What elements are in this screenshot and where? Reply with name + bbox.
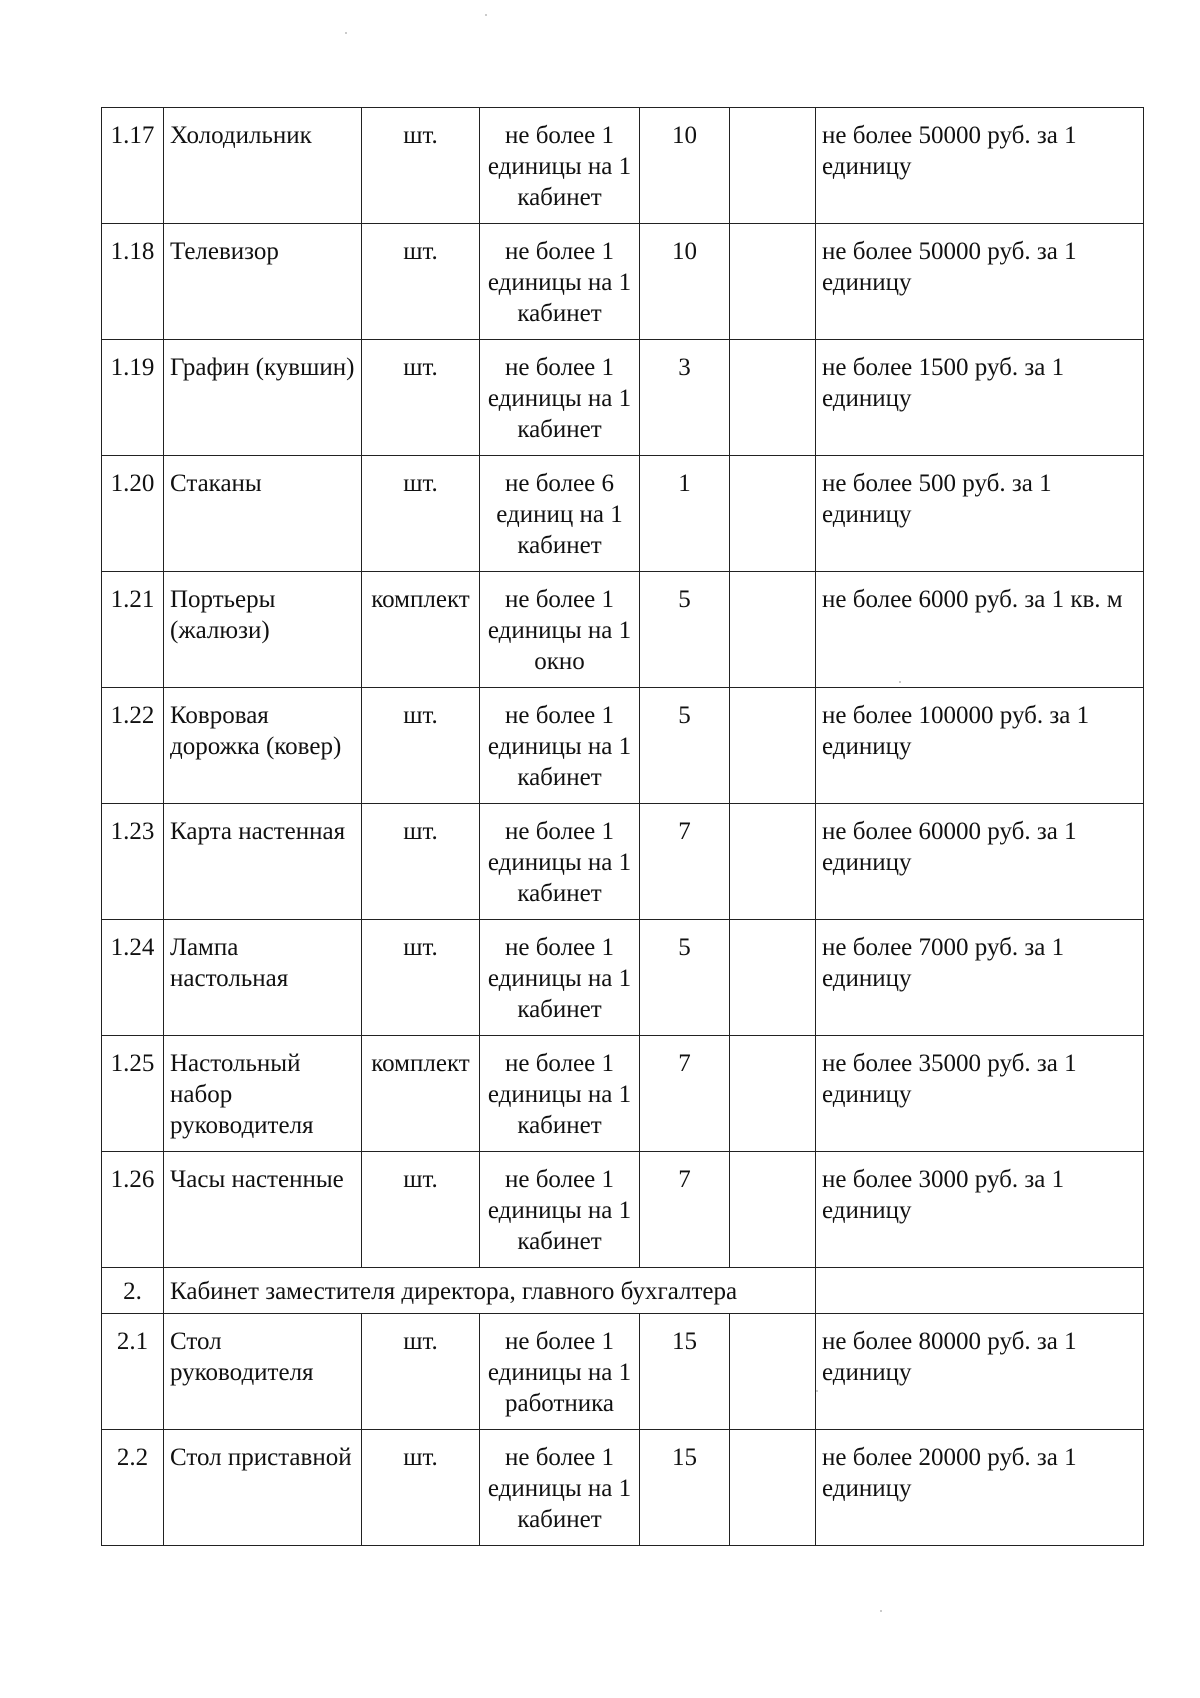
price-limit-cell: [816, 688, 1144, 804]
quantity-norm-cell: [480, 688, 640, 804]
empty-cell: [730, 1430, 816, 1546]
scan-speck: [485, 14, 487, 16]
item-name-cell-text: Ковровая дорожка (ковер): [170, 702, 342, 760]
unit-cell-text: комплект: [371, 1050, 470, 1077]
unit-cell: [362, 340, 480, 456]
quantity-norm-cell: [480, 108, 640, 224]
item-name-cell: [164, 1152, 362, 1268]
table-row: [102, 108, 1144, 224]
price-limit-cell: [816, 108, 1144, 224]
quantity-norm-cell-text: не более 1 единицы на 1 кабинет: [487, 702, 632, 791]
item-name-cell: [164, 108, 362, 224]
unit-cell: [362, 224, 480, 340]
unit-cell: [362, 1314, 480, 1430]
section-title-cell-text: Кабинет заместителя директора, главного бухгалтера: [170, 1278, 738, 1305]
quantity-norm-cell: [480, 1314, 640, 1430]
item-number-cell: [102, 340, 164, 456]
unit-cell-text: шт.: [403, 470, 438, 497]
service-life-cell-text: 5: [678, 586, 691, 613]
item-number-cell-text: 1.20: [110, 470, 155, 497]
price-limit-cell: [816, 456, 1144, 572]
quantity-norm-cell: [480, 1430, 640, 1546]
item-number-cell-text: 1.21: [110, 586, 155, 613]
item-name-cell-text: Карта настенная: [170, 818, 346, 845]
price-limit-cell-text: не более 7000 руб. за 1 единицу: [822, 934, 1065, 992]
service-life-cell: [640, 920, 730, 1036]
item-name-cell-text: Портьеры (жалюзи): [170, 586, 276, 644]
unit-cell-text: шт.: [403, 1166, 438, 1193]
item-name-cell-text: Лампа настольная: [170, 934, 289, 992]
item-name-cell-text: Стаканы: [170, 470, 262, 497]
service-life-cell-text: 7: [678, 1166, 691, 1193]
section-number-cell-text: 2.: [123, 1278, 142, 1305]
price-limit-cell-text: не более 3000 руб. за 1 единицу: [822, 1166, 1065, 1224]
price-limit-cell-text: не более 500 руб. за 1 единицу: [822, 470, 1052, 528]
service-life-cell-text: 5: [678, 702, 691, 729]
empty-cell: [730, 688, 816, 804]
price-limit-cell: [816, 1430, 1144, 1546]
unit-cell-text: комплект: [371, 586, 470, 613]
table-row: [102, 804, 1144, 920]
unit-cell: [362, 572, 480, 688]
item-name-cell-text: Настольный набор руководителя: [170, 1050, 314, 1139]
quantity-norm-cell-text: не более 1 единицы на 1 кабинет: [487, 818, 632, 907]
service-life-cell: [640, 224, 730, 340]
item-name-cell: [164, 1314, 362, 1430]
table-row: [102, 1430, 1144, 1546]
service-life-cell: [640, 572, 730, 688]
empty-cell: [730, 1314, 816, 1430]
item-name-cell-text: Часы настенные: [170, 1166, 344, 1193]
unit-cell: [362, 1430, 480, 1546]
item-number-cell: [102, 804, 164, 920]
item-number-cell-text: 1.25: [110, 1050, 155, 1077]
quantity-norm-cell-text: не более 1 единицы на 1 кабинет: [487, 934, 632, 1023]
item-name-cell: [164, 804, 362, 920]
empty-cell: [730, 920, 816, 1036]
table-row: [102, 920, 1144, 1036]
service-life-cell: [640, 1036, 730, 1152]
empty-cell: [730, 456, 816, 572]
unit-cell: [362, 456, 480, 572]
unit-cell: [362, 688, 480, 804]
item-name-cell: [164, 224, 362, 340]
quantity-norm-cell: [480, 572, 640, 688]
unit-cell: [362, 1036, 480, 1152]
quantity-norm-cell: [480, 1152, 640, 1268]
quantity-norm-cell-text: не более 1 единицы на 1 работника: [487, 1328, 632, 1417]
price-limit-cell-text: не более 1500 руб. за 1 единицу: [822, 354, 1065, 412]
unit-cell-text: шт.: [403, 818, 438, 845]
item-number-cell-text: 1.24: [110, 934, 155, 961]
service-life-cell-text: 7: [678, 1050, 691, 1077]
service-life-cell: [640, 1314, 730, 1430]
quantity-norm-cell: [480, 340, 640, 456]
price-limit-cell-text: не более 20000 руб. за 1 единицу: [822, 1444, 1077, 1502]
service-life-cell: [640, 108, 730, 224]
quantity-norm-cell-text: не более 6 единиц на 1 кабинет: [496, 470, 623, 559]
item-number-cell: [102, 1314, 164, 1430]
service-life-cell-text: 3: [678, 354, 691, 381]
service-life-cell: [640, 1430, 730, 1546]
empty-cell: [730, 1036, 816, 1152]
quantity-norm-cell-text: не более 1 единицы на 1 кабинет: [487, 354, 632, 443]
unit-cell: [362, 1152, 480, 1268]
service-life-cell-text: 15: [672, 1328, 697, 1355]
empty-cell: [730, 1152, 816, 1268]
item-name-cell: [164, 1430, 362, 1546]
scan-speck: [880, 1610, 882, 1612]
empty-cell: [730, 224, 816, 340]
unit-cell-text: шт.: [403, 122, 438, 149]
empty-cell: [730, 108, 816, 224]
scan-speck: [899, 681, 901, 683]
quantity-norm-cell: [480, 456, 640, 572]
service-life-cell: [640, 688, 730, 804]
quantity-norm-cell: [480, 804, 640, 920]
quantity-norm-cell-text: не более 1 единицы на 1 окно: [487, 586, 632, 675]
norms-table: [101, 107, 1144, 1546]
scan-speck: [816, 1390, 818, 1392]
item-number-cell-text: 2.1: [116, 1328, 149, 1355]
item-name-cell: [164, 340, 362, 456]
unit-cell-text: шт.: [403, 1444, 438, 1471]
section-price-cell: [816, 1268, 1144, 1314]
item-number-cell: [102, 1152, 164, 1268]
item-number-cell: [102, 572, 164, 688]
item-number-cell-text: 1.18: [110, 238, 155, 265]
service-life-cell-text: 7: [678, 818, 691, 845]
unit-cell: [362, 804, 480, 920]
quantity-norm-cell: [480, 920, 640, 1036]
item-name-cell: [164, 456, 362, 572]
service-life-cell-text: 10: [672, 122, 697, 149]
table-row: [102, 572, 1144, 688]
price-limit-cell-text: не более 50000 руб. за 1 единицу: [822, 122, 1077, 180]
item-number-cell: [102, 1430, 164, 1546]
service-life-cell-text: 1: [678, 470, 691, 497]
service-life-cell-text: 5: [678, 934, 691, 961]
item-number-cell-text: 2.2: [116, 1444, 149, 1471]
section-row: [102, 1268, 1144, 1314]
unit-cell-text: шт.: [403, 934, 438, 961]
item-number-cell: [102, 920, 164, 1036]
price-limit-cell: [816, 1152, 1144, 1268]
price-limit-cell: [816, 804, 1144, 920]
table-row: [102, 1314, 1144, 1430]
quantity-norm-cell-text: не более 1 единицы на 1 кабинет: [487, 1444, 632, 1533]
item-name-cell: [164, 1036, 362, 1152]
price-limit-cell-text: не более 80000 руб. за 1 единицу: [822, 1328, 1077, 1386]
item-name-cell-text: Телевизор: [170, 238, 279, 265]
item-number-cell: [102, 688, 164, 804]
quantity-norm-cell: [480, 224, 640, 340]
price-limit-cell: [816, 572, 1144, 688]
service-life-cell: [640, 804, 730, 920]
price-limit-cell: [816, 224, 1144, 340]
item-name-cell-text: Стол приставной: [170, 1444, 352, 1471]
section-number-cell: [102, 1268, 164, 1314]
quantity-norm-cell-text: не более 1 единицы на 1 кабинет: [487, 122, 632, 211]
item-number-cell-text: 1.22: [110, 702, 155, 729]
section-title-cell: [164, 1268, 816, 1314]
unit-cell-text: шт.: [403, 702, 438, 729]
price-limit-cell: [816, 340, 1144, 456]
item-number-cell-text: 1.17: [110, 122, 155, 149]
table-row: [102, 224, 1144, 340]
price-limit-cell: [816, 1314, 1144, 1430]
price-limit-cell-text: не более 50000 руб. за 1 единицу: [822, 238, 1077, 296]
item-number-cell: [102, 108, 164, 224]
table-row: [102, 1152, 1144, 1268]
service-life-cell-text: 15: [672, 1444, 697, 1471]
quantity-norm-cell-text: не более 1 единицы на 1 кабинет: [487, 238, 632, 327]
norms-table-body: [102, 108, 1144, 1546]
item-name-cell-text: Холодильник: [170, 122, 312, 149]
unit-cell-text: шт.: [403, 354, 438, 381]
empty-cell: [730, 804, 816, 920]
service-life-cell-text: 10: [672, 238, 697, 265]
table-row: [102, 688, 1144, 804]
service-life-cell: [640, 1152, 730, 1268]
price-limit-cell-text: не более 6000 руб. за 1 кв. м: [822, 586, 1123, 613]
price-limit-cell: [816, 920, 1144, 1036]
price-limit-cell: [816, 1036, 1144, 1152]
item-name-cell: [164, 572, 362, 688]
quantity-norm-cell-text: не более 1 единицы на 1 кабинет: [487, 1050, 632, 1139]
table-row: [102, 456, 1144, 572]
unit-cell-text: шт.: [403, 238, 438, 265]
unit-cell-text: шт.: [403, 1328, 438, 1355]
item-number-cell-text: 1.23: [110, 818, 155, 845]
unit-cell: [362, 920, 480, 1036]
item-name-cell-text: Графин (кувшин): [170, 354, 355, 381]
quantity-norm-cell-text: не более 1 единицы на 1 кабинет: [487, 1166, 632, 1255]
service-life-cell: [640, 340, 730, 456]
unit-cell: [362, 108, 480, 224]
scan-speck: [345, 32, 347, 34]
table-row: [102, 1036, 1144, 1152]
empty-cell: [730, 572, 816, 688]
item-name-cell-text: Стол руководителя: [170, 1328, 314, 1386]
empty-cell: [730, 340, 816, 456]
price-limit-cell-text: не более 60000 руб. за 1 единицу: [822, 818, 1077, 876]
item-number-cell: [102, 456, 164, 572]
item-number-cell-text: 1.26: [110, 1166, 155, 1193]
service-life-cell: [640, 456, 730, 572]
price-limit-cell-text: не более 100000 руб. за 1 единицу: [822, 702, 1090, 760]
price-limit-cell-text: не более 35000 руб. за 1 единицу: [822, 1050, 1077, 1108]
item-name-cell: [164, 920, 362, 1036]
item-number-cell-text: 1.19: [110, 354, 155, 381]
table-row: [102, 340, 1144, 456]
item-name-cell: [164, 688, 362, 804]
item-number-cell: [102, 224, 164, 340]
quantity-norm-cell: [480, 1036, 640, 1152]
item-number-cell: [102, 1036, 164, 1152]
